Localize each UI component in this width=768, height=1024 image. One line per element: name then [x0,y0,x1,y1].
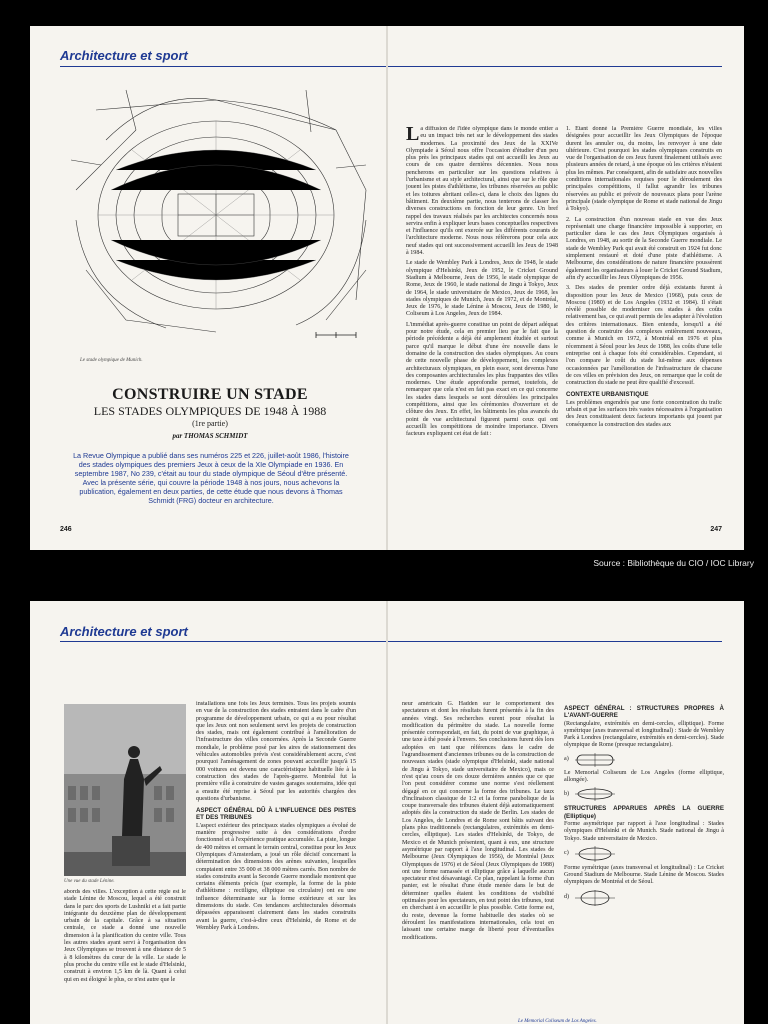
text-column-1 [64,889,186,1024]
text-column-2 [566,126,722,526]
heading-rule [388,66,722,67]
article-title-block [60,386,360,440]
subheading: STRUCTURES APPARUES APRÈS LA GUERRE (Elliptique) [564,805,724,820]
rectangle-shape-icon [575,753,615,767]
heading-rule [60,66,386,67]
shape-b-row [564,787,724,801]
lenin-statue-image [64,704,186,876]
paragraph: abords des villes. L'exception à cette règle est le stade Lénine de Moscou, lequel a été construit dans le parc des sports de Lushniki et a fait partie intégrante du deuxième plan de développement urbain de la capitale. Grâce à sa situation centrale, ce stade a donné une nouvelle dimension à la planification du centre ville. Tous les autres stades ayant servi à l'organisation des Jeux Olympiques se trouvent à une distance de 5 à 8 kilomètres du cœur de la ville. Le stade le plus proche du centre ville est le stade d'Helsinki, construit à environ 1,5 km de là. Quant à celui qui en est éloigné le plus, ce n'est autre que le [64,889,186,983]
symmetric-ellipse-icon [575,890,615,906]
drop-cap: L [406,126,420,145]
paragraph: (Rectangulaire, extrémités en demi-cercles, elliptique). Forme symétrique (axes transversal et longitudinal) : Stade de Wembley Park à Londres (rectangulaire, extrémités en demi-cercles). Stade olympique de Rome (presque rectangulaire). [564,720,724,749]
shape-a-row [564,753,724,767]
article-subtitle: LES STADES OLYMPIQUES DE 1948 À 1988 [93,404,327,418]
paragraph: Le stade de Wembley Park à Londres, Jeux de 1948, le stade olympique d'Helsinki, Jeux de 1952, le Cricket Ground Stadium à Melbourne, Jeux de 1956, le stade olympique de Rome, Jeux de 1960, le stade national de Jingu à Tokyo, Jeux de 1964, le stade universitaire de Mexico, Jeux de 1968, les stades olympiques de Munich, Jeux de 1972, et de Montréal, Jeux de 1976, le stade Lénine à Moscou, Jeux de 1980, le Coliseum à Los Angeles, Jeux de 1984. [406,260,558,318]
page-number-left: 246 [60,526,72,533]
munich-stadium-drawing [66,70,384,354]
paragraph: L'aspect extérieur des principaux stades olympiques a évolué de manière progressive suite à des considérations d'ordre fonctionnel et à l'expérience pratique accumulée. La piste, longue de 400 mètres et cernant le terrain central, constitue pour les Jeux Olympiques d'Amsterdam, a joué un rôle décisif concernant la détermination des dimensions des arènes suivantes, lesquelles comptaient entre 35 000 et 38 000 mètres carrés. Bon nombre de stades construits avant la Seconde Guerre mondiale montrent que certains éléments précis (par exemple, la forme de la piste d'athlétisme : rectiligne, elliptique ou circulaire) ont eu une influence déterminante sur la forme extérieure et sur les dimensions du stade. Ces tendances architecturales désormais dépassées apparaissent clairement dans les stades construits avant la guerre, c'est-à-dire ceux d'Helsinki, de Rome et de Wembley Park à Londres. [196,822,356,931]
shape-label: c) [564,850,569,857]
paragraph: L'immédiat après-guerre constitue un point de départ adéquat pour notre étude, cela en premier lieu par le fait que la période précédente a déjà été amplement étudiée et surtout parce qu'il marque le début d'une ère nouvelle dans le domaine de la construction des stades olympiques. Au cours de cette nouvelle phase de développement, les complexes architecturaux olympiques, en plein essor, sont devenus l'une des composantes architecturales les plus frappantes des villes modernes. Une étude approfondie permet, toutefois, de remarquer que cela n'est en fait pas exact en ce qui concerne les stades dans lesquels se sont déroulées les principales compétitions, ainsi que les cérémonies d'ouverture et de clôture des Jeux. En effet, les bâtiments les plus avancés du point de vue architectural figurent parmi ceux qui ont accueilli les compétitions de moindre importance. Divers facteurs expliquent cet état de fait : [406,321,558,438]
paragraph: Les problèmes engendrés par une forte concentration du trafic urbain et par les surfaces très vastes nécessaires à l'organisation des Jeux constituaient deux facteurs importants qui jouent par conséquence la construction des stades aux [566,399,722,428]
right-page [388,601,744,1024]
section-heading: Architecture et sport [60,48,188,63]
page-246 [30,26,386,550]
ellipse-shape-icon [575,787,615,801]
paragraph: Forme symétrique (axes transversal et longitudinal) : Le Cricket Ground Stadium de Melbourne. Stade Lénine de Moscou. Stades olympiques de Montréal et de Séoul. [564,864,724,886]
photo-caption: Une vue du stade Lénine. [64,879,115,884]
article-intro: La Revue Olympique a publié dans ses numéros 225 et 226, juillet-août 1986, l'histoire des stades olympiques des premiers Jeux à ceux de la XIe Olympiade en 1936. En septembre 1987, No 239, c'était au tour du stade olympique de Séoul d'être présenté. Avec la présente série, qui couvre la période 1948 à nos jours, nous achevons la publication, également en deux parties, de cette étude que nous devons à Thomas Schmidt (FRG) docteur en architecture. [73,451,349,505]
text-column-1 [402,701,554,1024]
text-column-2 [196,701,356,1024]
shape-label: d) [564,894,570,901]
paragraph: La diffusion de l'idée olympique dans le monde entier a eu un impact très net sur le développement des stades modernes. La proximité des Jeux de la XXIVe Olympiade à Séoul nous offre l'occasion d'étudier d'un peu plus près les principaux stades qui ont accueilli les Jeux au cours de ces quatre dernières décennies. Nous nous pencherons en particulier sur les questions relatives à l'urbanisme et au style architectural, ainsi que sur le rôle que jouent les pistes d'athlétisme, les tribunes réservées au public et les toitures abritant celles-ci, dans le choix des lignes du bâtiment. En deuxième partie, nous tenterons de classer les diverses constructions en fonction de leur genre. Un bref rappel des travaux réalisés par les architectes concernés nous servira enfin à expliquer leurs bases conceptuelles respectives et l'influence qu'ils ont exercée sur les différents courants de l'architecture moderne. Nous nous réfèrerons pour cela aux neuf stades qui ont successivement accueilli les Jeux de 1948 à 1984. [406,126,558,257]
article-title: CONSTRUIRE UN STADE [112,386,308,403]
paragraph: 1. Etant donné la Première Guerre mondiale, les villes désignées pour accueillir les Jeux Olympiques de l'époque durent les annuler ou, du moins, les renvoyer à une date ultérieure. C'est pourquoi les stades olympiques construits en vue de l'organisation de ces Jeux furent finalement utilisés avec plusieurs années de retard, à une époque où les critères n'étaient plus les mêmes. Par conséquent, afin de satisfaire aux nouvelles conditions internationales requises pour le déroulement des principales compétitions, il fallut agrandir les tribunes réservées au public et prévoir de nouveaux plans pour l'arène principale (stade olympique de Rome et stade national de Jingu à Tokyo). [566,126,722,213]
paragraph: 2. La construction d'un nouveau stade en vue des Jeux représentait une charge financière impossible à supporter, en particulier dans le cas des Jeux Olympiques organisés à Londres, en 1948, au sortir de la Seconde Guerre mondiale. Le stade de Wembley Park qui avait été construit en 1924 fut donc simplement restauré et doté d'une piste d'athlétisme. A Melbourne, des considérations de nature financière poussèrent également les organisateurs à louer le Cricket Ground Stadium, afin d'y accueillir les Jeux Olympiques de 1956. [566,216,722,281]
page-number-right: 247 [710,526,722,533]
left-page [30,601,386,1024]
paragraph: Forme asymétrique par rapport à l'axe longitudinal : Stades olympiques d'Helsinki et de Munich. Stade national de Jingu à Tokyo. Stade universitaire de Mexico. [564,820,724,842]
shape-d-row [564,890,724,906]
bottom-spread [30,601,744,1024]
shape-label: a) [564,756,569,763]
article-author: par THOMAS SCHMIDT [172,432,248,440]
shape-label: b) [564,790,570,797]
subheading: ASPECT GÉNÉRAL DÛ À L'INFLUENCE DES PISTES ET DES TRIBUNES [196,807,356,822]
heading-rule [60,641,386,642]
stadium-photo [64,704,186,876]
paragraph: 3. Des stades de premier ordre déjà existants furent à disposition pour les Jeux de Mexico (1968), puis ceux de Moscou (1980) et de Los Angeles (1932 et 1984). Il s'était révélé possible de moderniser ces stades à des coûts relativement bas, ce qui avait permis de les adapter à l'évolution des critères internationaux. Bien entendu, lorsqu'il a été question de construire des complexes entièrement nouveaux, comme à Munich en 1972, à Montréal en 1976 et plus récemment à Séoul pour les Jeux de 1988, les coûts d'une telle entreprise ont à chaque fois été considérables. Cependant, si l'on compare le coût du stade lui-même aux dépenses occasionnées par l'amélioration de l'infrastructure de chacune de ces villes en prévision des Jeux, on remarque que le coût de construction du stade ne peut être qualifié d'excessif. [566,285,722,387]
page-247 [388,26,744,550]
article-part: (1re partie) [192,419,228,428]
subheading: CONTEXTE URBANISTIQUE [566,391,649,399]
drawing-caption: Le stade olympique de Munich. [80,358,143,363]
subheading: ASPECT GÉNÉRAL : STRUCTURES PROPRES À L'AVANT-GUERRE [564,705,724,720]
text-column-1 [406,126,558,526]
paragraph: Le Memorial Coliseum de Los Angeles (forme elliptique, allongée). [564,769,724,784]
paragraph: neur américain G. Hadden sur le comportement des spectateurs et dont les résultats furent présentés à la fin des années vingt. Ses recherches eurent pour résultat la modification du périmètre du stade. La nouvelle forme présentée correspondait, en fait, du point de vue graphique, à une taxe à thé posée à l'envers. Ses conclusions furent dès lors adoptées en tant que références dans le cadre de l'agrandissement d'anciennes tribunes ou de la construction de nouveaux stades (stade olympique d'Helsinki, stade national de Jingu à Tokyo, stade universitaire de Mexico), mais ce n'est qu'au cours de ces douze dernières années que ce que l'on peut considérer comme une norme s'est réellement dégagé en ce qui concerne la forme des tribunes. Le taux d'inclinaison classique de 1:2 et la forme parabolique de la coupe transversale des tribunes étaient déjà automatiquement adoptés dès la construction du stade de Berlin. Les stades de Los Angeles, de Londres et de Rome sont bâtis suivant des plans plus traditionnels (rectangulaires, extrémités en demi-cercles, elliptique). Les stades d'Helsinki, de Tokyo, de Mexico et de Munich présentent, quant à eux, une structure asymétrique par rapport à l'axe longitudinal. Les stades de Melbourne (Jeux Olympiques de 1956), de Montréal (Jeux Olympiques de 1976) et de Séoul (Jeux Olympiques de 1988) ont une forme ramassée et elliptique grâce à laquelle aucun spectateur n'est désavantagé. Ce plan, rappelant la forme d'un panier, est le résultat d'une étude menée dans le but de déterminer quelles étaient les conditions de visibilité optimales pour les spectateurs, en tout point des tribunes, tout en cherchant à en accueillir le plus possible. Cette forme est, du reste, devenue la forme habituelle des stades où se déroulent les manifestations internationales, cela tout en laissant une certaine marge de liberté pour d'éventuelles modifications. [402,701,554,941]
top-spread [30,26,744,550]
bottom-caption: Le Memorial Coliseum de Los Angeles. [518,1019,597,1024]
text-column-2 [564,701,724,1017]
heading-rule [388,641,722,642]
shape-c-row [564,846,724,862]
source-credit: Source : Bibliothèque du CIO / IOC Library [593,558,754,568]
section-heading: Architecture et sport [60,624,188,639]
paragraph: installations une fois les Jeux terminés. Tous les projets soumis en vue de la construction des stades entraient dans le cadre d'un programme de développement urbain, ce qui a eu pour résultat que les Jeux ont non seulement servi les projets de construction des stades, mais ont également contribué à l'amélioration de l'infrastructure des villes concernées. Après la Seconde Guerre mondiale, le problème posé par les aires de stationnement des véhicules automobiles prévis s'est considérablement accru, c'est pourquoi l'aménagement de zones pouvant accueillir jusqu'à 15 000 voitures est devenu une caractéristique habituelle liée à la construction des stades de l'après-guerre. Montréal fut la première ville à construire de vastes garages souterrains, idée qui a ensuite été reprise à Séoul par les autorités chargées des questions d'urbanisme. [196,701,356,802]
asymmetric-ellipse-icon [575,846,615,862]
